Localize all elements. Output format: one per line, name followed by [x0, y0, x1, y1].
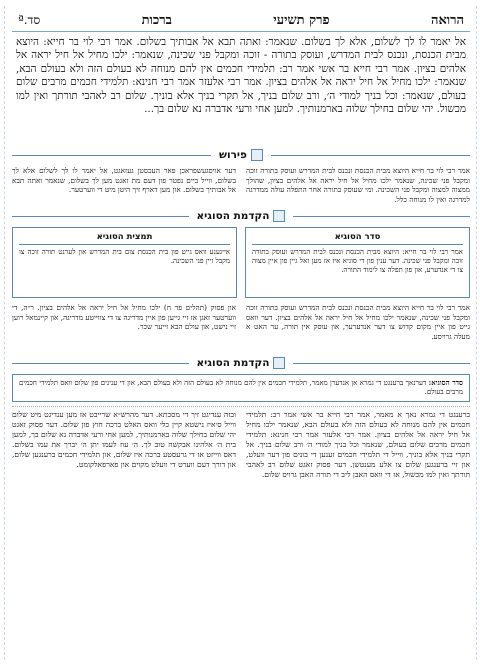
hakdama-section-title-2	[12, 355, 470, 371]
perush-section-title	[12, 147, 470, 163]
sugya-summary-box	[12, 227, 237, 298]
left-margin-rule	[4, 6, 5, 660]
strip-label: סדר הסוגיא:	[428, 378, 463, 387]
order-of-sugya-box	[245, 227, 470, 298]
explanation-column-left: און פסוק (תהלים פד ח) ילכו מחיל אל חיל יראה אל אלהים בציון. ר״ה, די ווערטער זאגן אז זיי גייען פון איין מדריגה צו די צווייטע מדריגה, און קיינמאל רוען זיי נישט, און עולם הבא זייער שכר.	[12, 303, 236, 332]
explanation-columns	[12, 303, 470, 351]
chapter-name: הרואה	[430, 13, 464, 28]
summary-boxes	[12, 227, 470, 298]
final-column-left: ובזה ענדיגט זיך די מסכתא. דער מהרש״א שרייבט אז מען ענדיגט מיט שלום ווייל ס׳איז נישטא קיין כלי וואס האלט ברכה חוץ פון שלום. דער פסוק זאגט יהי שלום בחילך שלוה בארמנותיך, למען אחי ורעי אדברה נא שלום בך, למען בית ה׳ אלהינו אבקשה טוב לך. ה׳ עוז לעמו יתן ה׳ יברך את עמו בשלום. דאס ווייזט אז די גרעסטע ברכה איז שלום, און תלמידי חכמים ברענגען שלום, און דורך דעם ווערט די וועלט מקוים און פארפאלקומט.	[12, 410, 236, 469]
final-columns	[12, 410, 470, 618]
title-rule	[12, 216, 189, 217]
perush-label: פירוש	[219, 149, 247, 161]
box-text: אמר רבי לוי בר חייא: היוצא מבית הכנסת ונכנס לבית המדרש ועוסק בתורה זוכה ומקבל פני שכינה. דער ענין פון די סוגיא איז אז מען זאל גיין פון איין מצוה צו די אנדערע, און פון תפלה צו לימוד התורה.	[252, 248, 463, 274]
book-icon	[273, 357, 285, 369]
title-rule	[293, 363, 470, 364]
page-reference: סד.ª	[18, 13, 41, 27]
right-margin-rule	[476, 6, 477, 660]
strip-text: דערנאך ברענגט די גמרא אן אנדערן מאמר, תלמידי חכמים אין להם מנוחה לא בעולם הזה ולא בעולם הבא, און די ענינים פון שלום וואס תלמידי חכמים מרבים בעולם.	[19, 379, 463, 396]
box-title: סדר הסוגיא	[252, 232, 463, 245]
hakdama-label: הקדמת הסוגיא	[196, 357, 270, 369]
title-rule	[12, 155, 211, 156]
book-icon	[273, 210, 285, 222]
perush-column-right: אמר רבי לוי בר חייא היוצא מבית הכנסת ונכנס לבית המדרש ועוסק בתורה זוכה ומקבל פני שכינה, שנאמר ילכו מחיל אל חיל יראה אל אלהים בציון, שהולך ממצוה למצוה ומקבל פני השכינה. ומי שעוסק בתורה אחר התפלה עולה ממדרגה למדרגה ואין לו מנוחה כלל.	[246, 166, 470, 204]
perush-columns	[12, 166, 470, 204]
title-rule	[293, 216, 470, 217]
sugya-order-strip	[12, 374, 470, 402]
title-rule	[271, 155, 470, 156]
box-text: אייגענע וואס גייט פון בית הכנסת צום בית המדרש און לערנט תורה זוכה צו מקבל זיין פני השכינה.	[19, 248, 230, 265]
final-column-right: ברענגט די גמרא נאך א מאמר, אמר רבי חייא בר אשי אמר רב: תלמידי חכמים אין להם מנוחה לא בעולם הזה ולא בעולם הבא, שנאמר ילכו מחיל אל חיל יראה אל אלהים בציון. אמר רבי אלעזר אמר רבי חנינא: תלמידי חכמים מרבים שלום בעולם, שנאמר וכל בניך למודי ה׳ ורב שלום בניך. אל תקרי בניך אלא בוניך, ווייל די תלמידי חכמים זענען די בונים פון דער וועלט, און זיי ברענגען שלום צו אלע מענטשן. דער פסוק זאגט שלום רב לאהבי תורתך ואין למו מכשול, אז די וואס האבן ליב די תורה האבן גרויס שלום.	[246, 410, 470, 479]
chapter-label: פרק תשיעי	[273, 13, 330, 28]
explanation-column-right: אמר רבי לוי בר חייא היוצא מבית הכנסת ונכנס לבית המדרש ועוסק בתורה זוכה ומקבל פני שכינה, שנאמר ילכו מחיל אל חיל יראה אל אלהים בציון. דער וואס גייט פון איין מקום קדוש צו דער אנדערער, און עוסק אין תורה, ער האט א מעלה גרויסע.	[246, 303, 470, 341]
main-gemara-text: אל יאמר לו לך לשלום, אלא לך בשלום. שנאמר: ואתה תבא אל אבותיך בשלום. אמר רבי לוי בר חייא: היוצא מבית הכנסת, ונכנס לבית המדרש, ועוסק בתורה - זוכה ומקבל פני שכינה, שנאמר: ילכו מחיל אל חיל יראה אל אלהים בציון. אמר רבי חייא בר אשי אמר רב: תלמידי חכמים אין להם מנוחה לא בעולם הזה ולא בעולם הבא, שנאמר: ילכו מחיל אל חיל יראה אל אלהים בציון. אמר רבי אלעזר אמר רבי חנינא: תלמידי חכמים מרבים שלום בעולם, שנאמר: וכל בניך למודי ה׳, ורב שלום בניך, אל תקרי בניך אלא בוניך. שלום רב לאהבי תורתך ואין למו מכשול. יהי שלום בחילך שלוה בארמנותיך. למען אחי ורעי אדברה נא שלום בך...	[16, 36, 466, 116]
tractate-label: ברכות	[141, 13, 172, 28]
hakdama-label: הקדמת הסוגיא	[196, 210, 270, 222]
dotted-divider	[12, 406, 470, 407]
scroll-icon	[251, 149, 263, 161]
perush-column-left: דער אויסגעשפראכן פאר העכסטן געזאגט, אל יאמר לו לך לשלום אלא לך בשלום, ווייל ביים נפטר פון דעם מת זאגט מען לך בשלום, שנאמר ואתה תבא אל אבותיך בשלום. און מען דארף זיך היטן מיט די ווערטער.	[12, 166, 236, 195]
hakdama-section-title	[12, 208, 470, 224]
header-divider	[12, 31, 470, 32]
box-title: תמצית הסוגיא	[19, 232, 230, 245]
title-rule	[12, 363, 189, 364]
page-header	[12, 6, 470, 28]
